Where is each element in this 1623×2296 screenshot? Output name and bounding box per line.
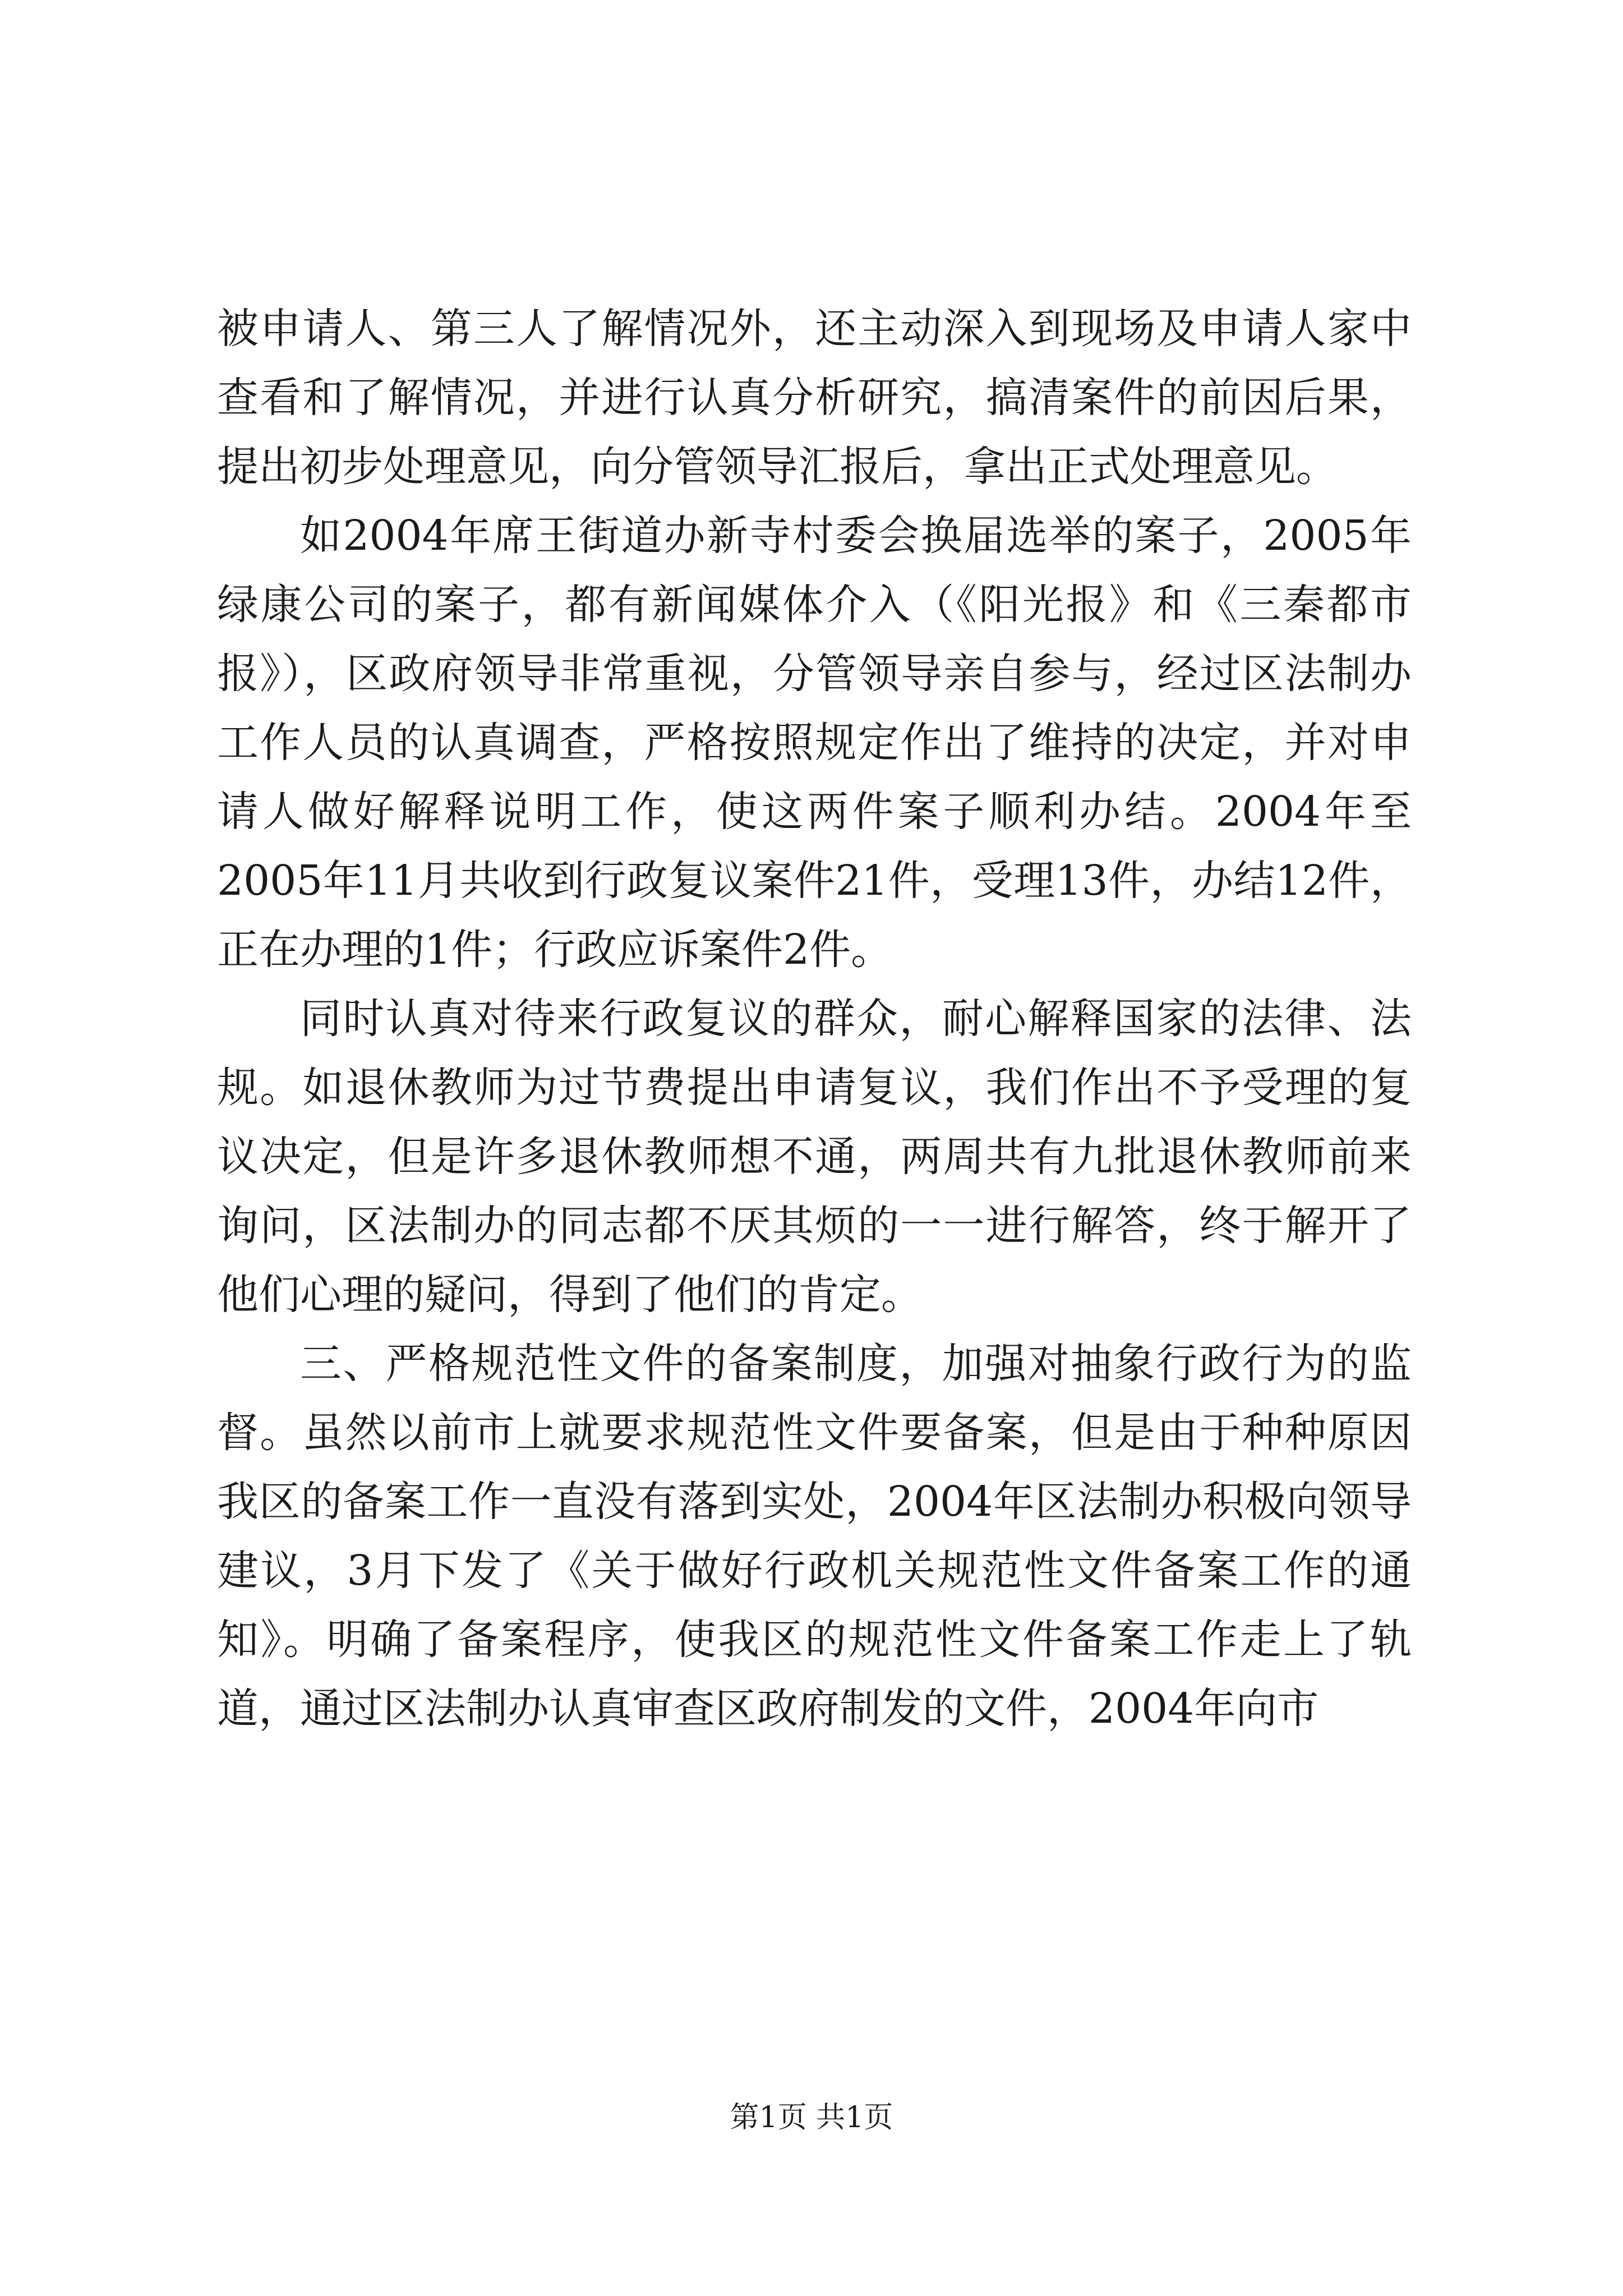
- paragraph-3: 同时认真对待来行政复议的群众，耐心解释国家的法律、法规。如退休教师为过节费提出申请复议，我们作出不予受理的复议决定，但是许多退休教师想不通，两周共有九批退休教师前来询问，区法制办的同志都不厌其烦的一一进行解答，终于解开了他们心理的疑问，得到了他们的肯定。: [217, 995, 1412, 1319]
- paragraph-1: 被申请人、第三人了解情况外，还主动深入到现场及申请人家中查看和了解情况，并进行认真分析研究，搞清案件的前因后果，提出初步处理意见，向分管领导汇报后，拿出正式处理意见。: [217, 305, 1412, 491]
- paragraph-2: 如2004年席王街道办新寺村委会换届选举的案子，2005年绿康公司的案子，都有新闻媒体介入（《阳光报》和《三秦都市报》），区政府领导非常重视，分管领导亲自参与，经过区法制办工作人员的认真调查，严格按照规定作出了维持的决定，并对申请人做好解释说明工作，使这两件案子顺利办结。2004年至2005年11月共收到行政复议案件21件，受理13件，办结12件，正在办理的1件；行政应诉案件2件。: [217, 512, 1412, 974]
- page-footer: 第1页 共1页: [730, 2101, 893, 2134]
- paragraph-4: 三、严格规范性文件的备案制度，加强对抽象行政行为的监督。虽然以前市上就要求规范性文件要备案，但是由于种种原因我区的备案工作一直没有落到实处，2004年区法制办积极向领导建议，3月下发了《关于做好行政机关规范性文件备案工作的通知》。明确了备案程序，使我区的规范性文件备案工作走上了轨道，通过区法制办认真审查区政府制发的文件，2004年向市: [217, 1340, 1412, 1733]
- document-body: [217, 295, 1412, 1743]
